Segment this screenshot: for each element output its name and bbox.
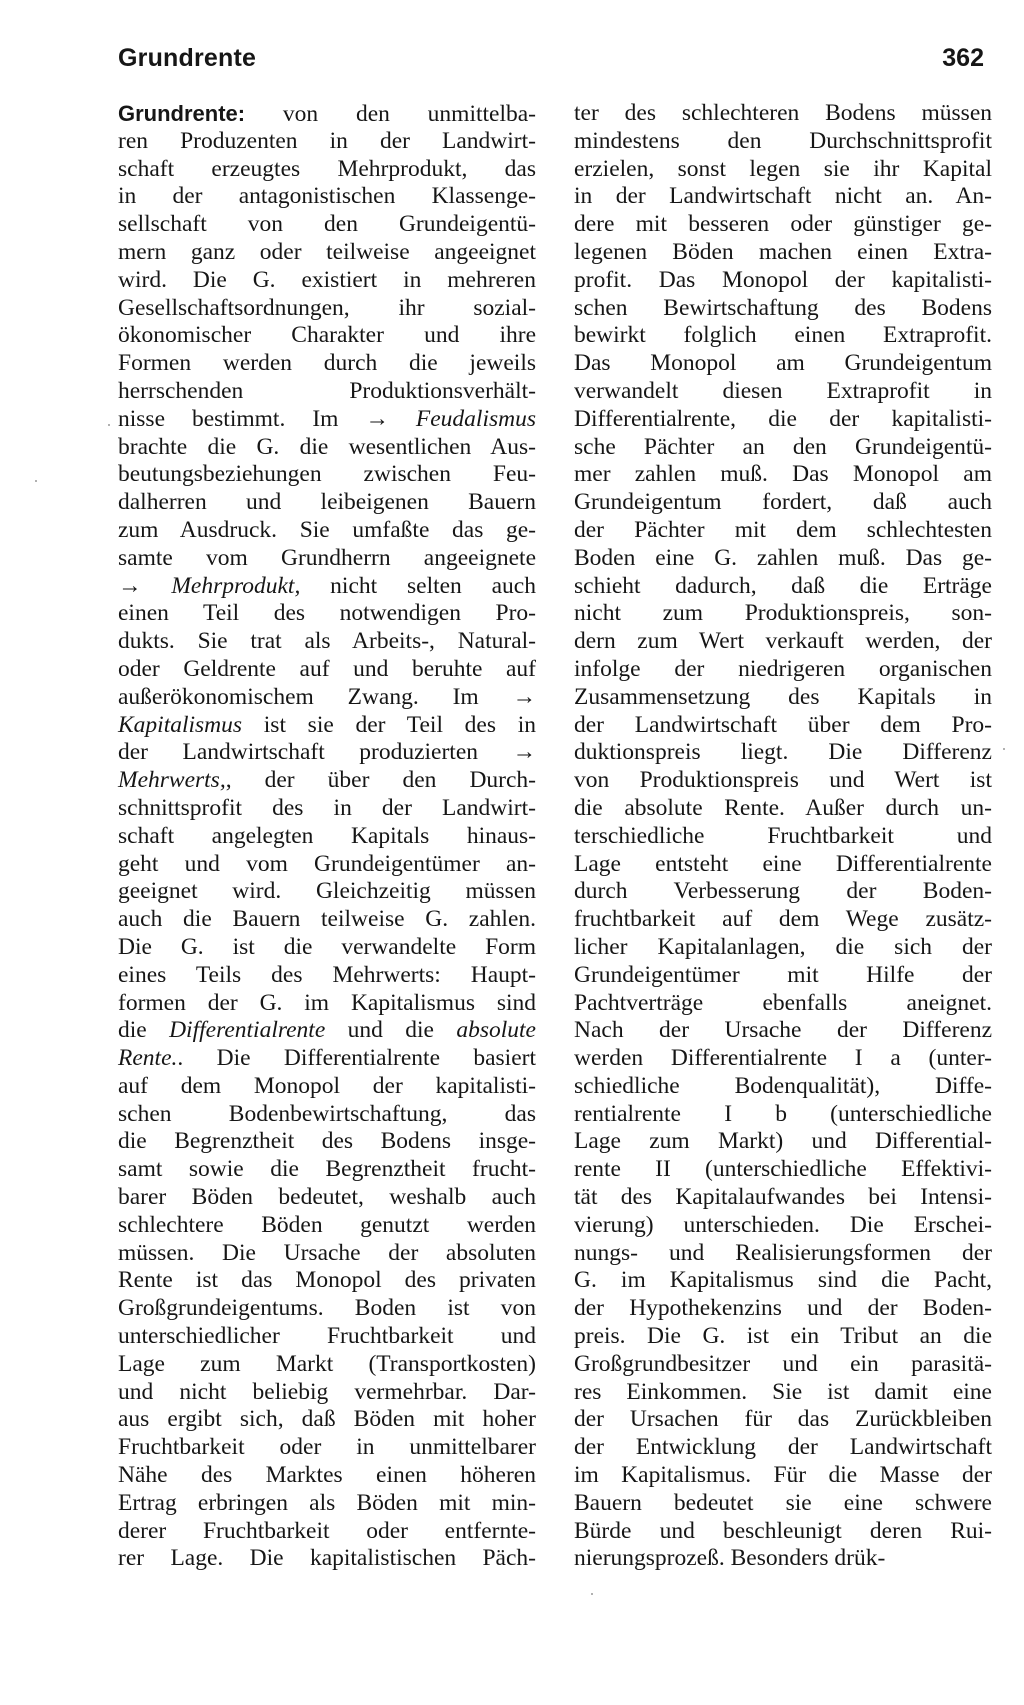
text-line: Grundrente: von den unmittelba- <box>118 101 536 127</box>
text-line: unterschiedlicher Fruchtbarkeit und <box>118 1323 536 1350</box>
text-line: legenen Böden machen einen Extra- <box>574 238 992 265</box>
text-line: preis. Die G. ist ein Tribut an die <box>574 1323 992 1350</box>
text-line: sellschaft von den Grundeigentü- <box>118 211 536 238</box>
text-line: auf dem Monopol der kapitalisti- <box>118 1072 536 1099</box>
text-line: schaft erzeugtes Mehrprodukt, das <box>118 155 536 182</box>
text-line: die absolute Rente. Außer durch un- <box>574 794 992 821</box>
arrow-icon: → <box>512 739 536 766</box>
text-line: dern zum Wert verkauft werden, der <box>574 628 992 655</box>
page-number: 362 <box>942 44 984 72</box>
text-line: ökonomischer Charakter und ihre <box>118 322 536 349</box>
text-line: die Differentialrente und die absolute <box>118 1017 536 1044</box>
text-line: Rente ist das Monopol des privaten <box>118 1267 536 1294</box>
text-line: aus ergibt sich, daß Böden mit hoher <box>118 1406 536 1433</box>
text-line: G. im Kapitalismus sind die Pacht, <box>574 1267 992 1294</box>
text-line: vierung) unterschieden. Die Erschei- <box>574 1211 992 1238</box>
text-line: wird. Die G. existiert in mehreren <box>118 266 536 293</box>
text-line: Mehrwerts,, der über den Durch- <box>118 767 536 794</box>
text-line: mer zahlen muß. Das Monopol am <box>574 461 992 488</box>
text-line: schlechtere Böden genutzt werden <box>118 1211 536 1238</box>
text-line: in der antagonistischen Klassenge- <box>118 183 536 210</box>
text-line: schnittsprofit des in der Landwirt- <box>118 794 536 821</box>
text-line: brachte die G. die wesentlichen Aus- <box>118 433 536 460</box>
text-line: Boden eine G. zahlen muß. Das ge- <box>574 544 992 571</box>
text-line: nungs- und Realisierungsformen der <box>574 1239 992 1266</box>
text-line: rentialrente I b (unterschiedliche <box>574 1100 992 1127</box>
text-line: Das Monopol am Grundeigentum <box>574 350 992 377</box>
text-line: fruchtbarkeit auf dem Wege zusätz- <box>574 906 992 933</box>
text-line: schieht dadurch, daß die Erträge <box>574 572 992 599</box>
text-line: der Entwicklung der Landwirtschaft <box>574 1434 992 1461</box>
text-line: nisse bestimmt. Im → Feudalismus <box>118 405 536 432</box>
text-line: eines Teils des Mehrwerts: Haupt- <box>118 961 536 988</box>
text-line: licher Kapitalanlagen, die sich der <box>574 933 992 960</box>
left-column <box>118 100 536 1573</box>
text-line: der Landwirtschaft über dem Pro- <box>574 711 992 738</box>
text-line: duktionspreis liegt. Die Differenz <box>574 739 992 766</box>
text-line: Grundeigentum fordert, daß auch <box>574 489 992 516</box>
text-line: profit. Das Monopol der kapitalisti- <box>574 266 992 293</box>
text-line: dere mit besseren oder günstiger ge- <box>574 211 992 238</box>
text-line: res Einkommen. Sie ist damit eine <box>574 1378 992 1405</box>
cross-reference-differentialrente[interactable]: Differentialrente <box>169 1017 326 1044</box>
text-line: von Produktionspreis und Wert ist <box>574 767 992 794</box>
text-line: Die G. ist die verwandelte Form <box>118 933 536 960</box>
text-line: im Kapitalismus. Für die Masse der <box>574 1462 992 1489</box>
text-line: nicht zum Produktionspreis, son- <box>574 600 992 627</box>
text-line: Großgrundeigentums. Boden ist von <box>118 1295 536 1322</box>
text-line: schen Bewirtschaftung des Bodens <box>574 294 992 321</box>
cross-reference-mehrprodukt[interactable]: Mehrprodukt, <box>171 572 301 599</box>
text-line: werden Differentialrente I a (unter- <box>574 1045 992 1072</box>
text-line: müssen. Die Ursache der absoluten <box>118 1239 536 1266</box>
text-line: auch die Bauern teilweise G. zahlen. <box>118 906 536 933</box>
text-line: Lage entsteht eine Differentialrente <box>574 850 992 877</box>
text-line: mern ganz oder teilweise angeeignet <box>118 238 536 265</box>
text-line: Formen werden durch die jeweils <box>118 350 536 377</box>
text-line: → Mehrprodukt, nicht selten auch <box>118 572 536 599</box>
text-line: dukts. Sie trat als Arbeits-, Natural- <box>118 628 536 655</box>
text-line: geeignet wird. Gleichzeitig müssen <box>118 878 536 905</box>
text-line: einen Teil des notwendigen Pro- <box>118 600 536 627</box>
text-line: mindestens den Durchschnittsprofit <box>574 127 992 154</box>
text-line: infolge der niedrigeren organischen <box>574 655 992 682</box>
text-line: erzielen, sonst legen sie ihr Kapital <box>574 155 992 182</box>
text-line: sche Pächter an den Grundeigentü- <box>574 433 992 460</box>
text-line: beutungsbeziehungen zwischen Feu- <box>118 461 536 488</box>
text-line: ter des schlechteren Bodens müssen <box>574 100 992 126</box>
arrow-icon: → <box>118 572 142 599</box>
text-line: derer Fruchtbarkeit oder entfernte- <box>118 1517 536 1544</box>
text-line: die Begrenztheit des Bodens insge- <box>118 1128 536 1155</box>
text-line: barer Böden bedeutet, weshalb auch <box>118 1184 536 1211</box>
text-line: Ertrag erbringen als Böden mit min- <box>118 1489 536 1516</box>
scan-speck <box>591 1593 593 1595</box>
text-line: Großgrundbesitzer und ein parasitä- <box>574 1350 992 1377</box>
text-line: Nach der Ursache der Differenz <box>574 1017 992 1044</box>
text-line: geht und vom Grundeigentümer an- <box>118 850 536 877</box>
text-line: der Landwirtschaft produzierten → <box>118 739 536 766</box>
text-line: schen Bodenbewirtschaftung, das <box>118 1100 536 1127</box>
text-line: tät des Kapitalaufwandes bei Intensi- <box>574 1184 992 1211</box>
text-line: der Hypothekenzins und der Boden- <box>574 1295 992 1322</box>
arrow-icon: → <box>365 405 389 432</box>
text-line: Differentialrente, die der kapitalisti- <box>574 405 992 432</box>
text-line: der Pächter mit dem schlechtesten <box>574 516 992 543</box>
entry-lemma: Grundrente: <box>118 101 246 126</box>
scan-speck <box>35 480 37 482</box>
text-line: ren Produzenten in der Landwirt- <box>118 127 536 154</box>
text-line: rer Lage. Die kapitalistischen Päch- <box>118 1545 536 1572</box>
text-line: terschiedliche Fruchtbarkeit und <box>574 822 992 849</box>
text-line: zum Ausdruck. Sie umfaßte das ge- <box>118 516 536 543</box>
text-line: samt sowie die Begrenztheit frucht- <box>118 1156 536 1183</box>
scan-speck <box>108 424 110 426</box>
text-line: Bürde und beschleunigt deren Rui- <box>574 1517 992 1544</box>
text-line: Lage zum Markt) und Differential- <box>574 1128 992 1155</box>
text-line: Kapitalismus ist sie der Teil des in <box>118 711 536 738</box>
text-line: außerökonomischem Zwang. Im → <box>118 683 536 710</box>
text-line: herrschenden Produktionsverhält- <box>118 377 536 404</box>
text-line: Gesellschaftsordnungen, ihr sozial- <box>118 294 536 321</box>
text-line: nierungsprozeß. Besonders drük- <box>574 1545 886 1572</box>
cross-reference-mehrwert[interactable]: Mehrwerts, <box>118 767 226 794</box>
text-line: Grundeigentümer mit Hilfe der <box>574 961 992 988</box>
running-head: Grundrente <box>118 44 257 72</box>
page-header <box>118 44 984 84</box>
cross-reference-kapitalismus[interactable]: Kapitalismus <box>118 711 243 738</box>
text-line: und nicht beliebig vermehrbar. Dar- <box>118 1378 536 1405</box>
text-line: schaft angelegten Kapitals hinaus- <box>118 822 536 849</box>
text-line: Rente.. Die Differentialrente basiert <box>118 1045 536 1072</box>
text-line: samte vom Grundherrn angeeignete <box>118 544 536 571</box>
cross-reference-absolute-rente-cont[interactable]: Rente. <box>118 1045 178 1072</box>
text-line: bewirkt folglich einen Extraprofit. <box>574 322 992 349</box>
text-line: oder Geldrente auf und beruhte auf <box>118 655 536 682</box>
text-line: Zusammensetzung des Kapitals in <box>574 683 992 710</box>
text-line: der Ursachen für das Zurückbleiben <box>574 1406 992 1433</box>
cross-reference-feudalismus[interactable]: Feudalismus <box>415 405 536 432</box>
text-line: formen der G. im Kapitalismus sind <box>118 989 536 1016</box>
arrow-icon: → <box>512 683 536 710</box>
right-column <box>574 100 992 1573</box>
text-line: Fruchtbarkeit oder in unmittelbarer <box>118 1434 536 1461</box>
text-line: Bauern bedeutet sie eine schwere <box>574 1489 992 1516</box>
text-line: Lage zum Markt (Transportkosten) <box>118 1350 536 1377</box>
text-line: Pachtverträge ebenfalls aneignet. <box>574 989 992 1016</box>
text-line: durch Verbesserung der Boden- <box>574 878 992 905</box>
text-line: Nähe des Marktes einen höheren <box>118 1462 536 1489</box>
text-line: dalherren und leibeigenen Bauern <box>118 489 536 516</box>
cross-reference-absolute-rente[interactable]: absolute <box>456 1017 536 1044</box>
text-line: in der Landwirtschaft nicht an. An- <box>574 183 992 210</box>
text-line: verwandelt diesen Extraprofit in <box>574 377 992 404</box>
text-line: schiedliche Bodenqualität), Diffe- <box>574 1072 992 1099</box>
scan-speck <box>1003 748 1005 750</box>
text-line: rente II (unterschiedliche Effektivi- <box>574 1156 992 1183</box>
